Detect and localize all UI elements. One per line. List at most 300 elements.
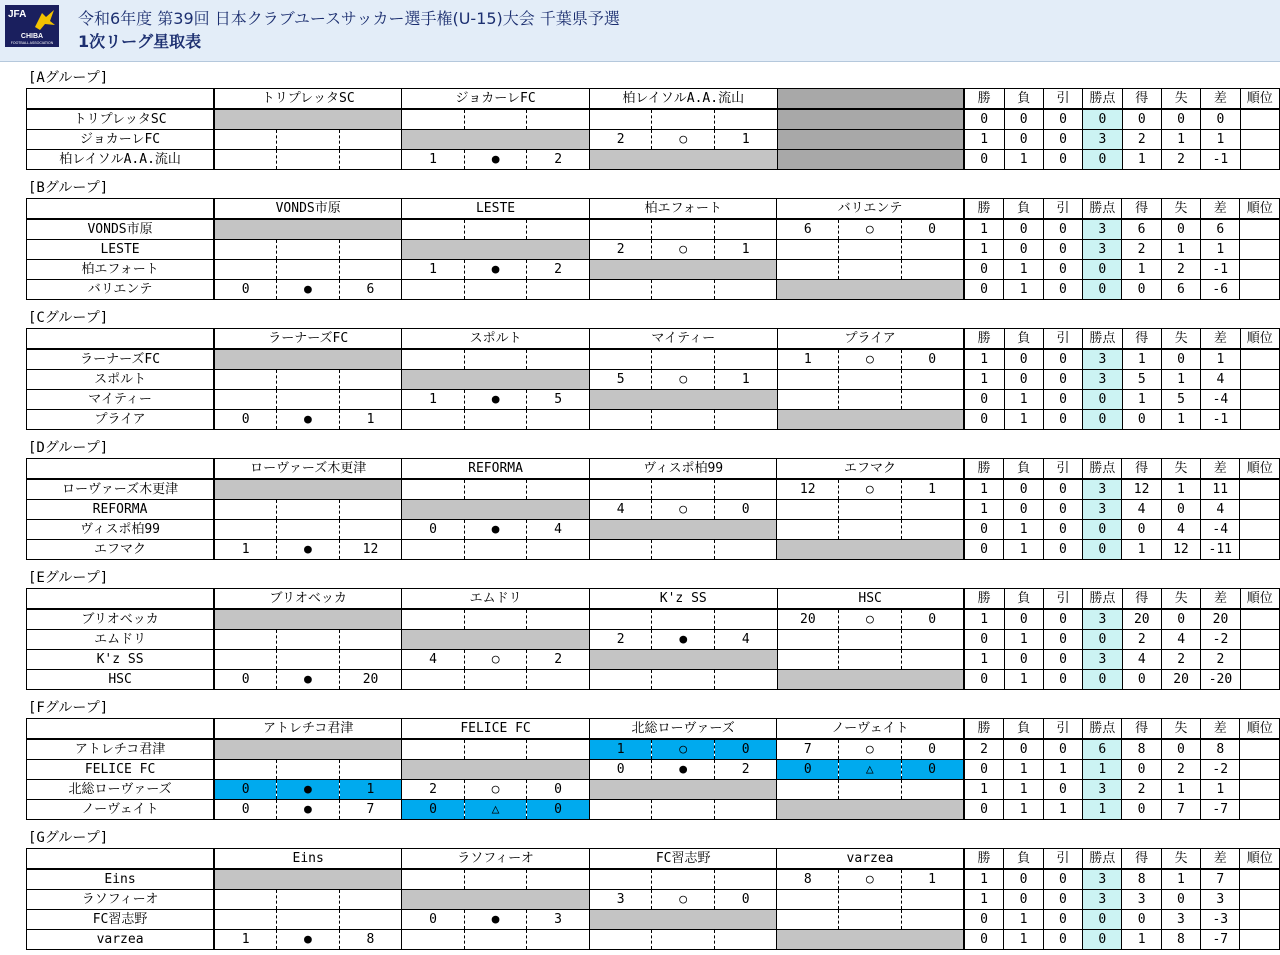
score-against: 12 — [339, 540, 402, 560]
self-match-cell — [214, 739, 402, 760]
team-name: 北総ローヴァーズ — [27, 780, 215, 800]
score-against: 7 — [339, 800, 402, 820]
stat-value: 2 — [1161, 150, 1200, 170]
stat-value: 0 — [1004, 370, 1043, 390]
stat-header: 失 — [1161, 89, 1200, 110]
table-header-row — [27, 589, 1280, 610]
stat-header: 勝点 — [1083, 589, 1122, 610]
stat-header: 勝 — [964, 329, 1004, 350]
stat-value: -20 — [1201, 670, 1240, 690]
opponent-header: ラーナーズFC — [214, 329, 402, 350]
result-mark: ○ — [652, 240, 715, 260]
table-row — [27, 930, 1280, 950]
result-mark — [839, 910, 902, 930]
stat-value: -1 — [1201, 150, 1240, 170]
result-mark — [277, 760, 340, 780]
score-for: 1 — [214, 540, 277, 560]
stat-value: 0 — [1043, 540, 1082, 560]
stat-value: 6 — [1161, 280, 1200, 300]
self-match-cell — [214, 609, 402, 630]
stat-value: -3 — [1201, 910, 1240, 930]
opponent-header: FELICE FC — [402, 719, 590, 740]
stat-value: 1 — [1004, 260, 1043, 280]
opponent-header: FC習志野 — [589, 849, 777, 870]
stat-value — [1240, 280, 1280, 300]
team-name: ラーナーズFC — [27, 349, 215, 370]
stat-header: 引 — [1043, 199, 1082, 220]
score-for — [777, 500, 839, 520]
stat-value — [1240, 219, 1280, 240]
score-for: 0 — [402, 910, 465, 930]
stat-header: 勝点 — [1083, 89, 1122, 110]
opponent-header: Eins — [214, 849, 402, 870]
table-row — [27, 630, 1280, 650]
stat-value: 12 — [1161, 540, 1200, 560]
result-mark — [839, 650, 902, 670]
stat-value: 6 — [1083, 739, 1122, 760]
result-mark — [277, 630, 340, 650]
team-name: K'z SS — [27, 650, 215, 670]
stat-value: 0 — [1122, 410, 1161, 430]
score-for — [402, 930, 465, 950]
corner-cell — [27, 589, 215, 610]
stat-value: 0 — [1161, 890, 1200, 910]
stat-header: 勝 — [964, 849, 1004, 870]
self-match-cell — [214, 219, 402, 240]
stat-value: -4 — [1201, 390, 1240, 410]
result-mark: ○ — [839, 609, 902, 630]
table-row — [27, 500, 1280, 520]
score-against — [901, 390, 964, 410]
stat-value: -6 — [1201, 280, 1240, 300]
group-standings-table — [26, 88, 1280, 170]
stat-header: 失 — [1161, 199, 1200, 220]
score-against — [901, 630, 964, 650]
score-against — [714, 280, 777, 300]
stat-value: 11 — [1201, 479, 1240, 500]
score-against — [901, 910, 964, 930]
stat-value: 1 — [964, 869, 1004, 890]
result-mark — [652, 609, 715, 630]
stat-value — [1240, 930, 1280, 950]
self-match-cell — [777, 800, 964, 820]
score-against: 8 — [339, 930, 402, 950]
score-for — [214, 260, 277, 280]
result-mark — [839, 780, 902, 800]
score-against — [901, 260, 964, 280]
score-against — [339, 370, 402, 390]
stat-value: 2 — [1161, 650, 1200, 670]
score-for — [214, 890, 277, 910]
stat-value: 7 — [1161, 800, 1200, 820]
score-for — [589, 609, 652, 630]
score-for: 1 — [777, 349, 839, 370]
stat-value: 0 — [964, 150, 1004, 170]
self-match-cell — [402, 630, 590, 650]
result-mark — [652, 109, 715, 130]
score-against — [901, 780, 964, 800]
stat-value: 0 — [1083, 260, 1122, 280]
score-for: 0 — [214, 280, 277, 300]
score-against: 0 — [901, 219, 964, 240]
score-for — [214, 240, 277, 260]
stat-value: 2 — [1161, 760, 1200, 780]
stat-value: 0 — [1043, 670, 1082, 690]
stat-value: 3 — [1083, 130, 1122, 150]
table-row — [27, 609, 1280, 630]
stat-value: 0 — [1043, 349, 1082, 370]
self-match-cell — [402, 890, 590, 910]
stat-value: 1 — [1083, 800, 1122, 820]
self-match-cell — [777, 410, 964, 430]
team-name: アトレチコ君津 — [27, 739, 215, 760]
score-for — [777, 630, 839, 650]
score-against: 1 — [339, 780, 402, 800]
table-row — [27, 780, 1280, 800]
stat-header: 勝 — [964, 459, 1004, 480]
score-for: 1 — [589, 739, 652, 760]
result-mark — [839, 630, 902, 650]
opponent-header: ノーヴェイト — [777, 719, 964, 740]
score-for — [777, 910, 839, 930]
stat-value: 0 — [1043, 130, 1082, 150]
score-for — [402, 280, 465, 300]
stat-value: 3 — [1083, 240, 1122, 260]
stat-value: 0 — [1004, 890, 1043, 910]
opponent-header: REFORMA — [402, 459, 590, 480]
score-against: 2 — [527, 260, 590, 280]
stat-header: 勝点 — [1083, 329, 1122, 350]
score-against — [901, 500, 964, 520]
score-against: 1 — [715, 370, 778, 390]
score-against — [714, 930, 777, 950]
score-against — [527, 479, 590, 500]
stat-value — [1240, 670, 1279, 690]
score-against — [527, 930, 590, 950]
table-row — [27, 390, 1280, 410]
score-against: 2 — [527, 150, 590, 170]
score-against — [714, 479, 777, 500]
stat-value: 3 — [1083, 479, 1122, 500]
opponent-header: エムドリ — [402, 589, 590, 610]
team-name: ジョカーレFC — [27, 130, 215, 150]
result-mark — [464, 410, 527, 430]
stat-value: 0 — [1043, 479, 1082, 500]
stat-value: 0 — [964, 109, 1004, 130]
score-for — [589, 930, 652, 950]
stat-value: 0 — [1083, 410, 1122, 430]
score-against: 1 — [715, 130, 778, 150]
stat-value: 2 — [1122, 240, 1161, 260]
result-mark: ○ — [652, 500, 715, 520]
stat-header: 失 — [1161, 849, 1200, 870]
stat-value — [1240, 739, 1280, 760]
empty-cell — [777, 109, 964, 130]
group-label: [Dグループ] — [28, 440, 109, 456]
result-mark — [464, 349, 527, 370]
stat-value: 0 — [1004, 500, 1043, 520]
score-against: 1 — [714, 240, 777, 260]
score-against — [901, 650, 964, 670]
team-name: トリプレッタSC — [27, 109, 215, 130]
score-against — [527, 540, 590, 560]
score-for: 0 — [214, 800, 277, 820]
score-for — [777, 370, 839, 390]
stat-value: 0 — [1004, 130, 1043, 150]
stat-header: 勝点 — [1083, 849, 1122, 870]
logo-sub: CHIBA — [20, 33, 44, 40]
stat-value: 1 — [1004, 930, 1043, 950]
score-against — [901, 890, 964, 910]
result-mark — [277, 260, 340, 280]
stat-value: 4 — [1161, 520, 1200, 540]
score-against: 0 — [714, 500, 777, 520]
stat-value — [1240, 370, 1279, 390]
result-mark — [464, 609, 527, 630]
team-name: プライア — [27, 410, 215, 430]
score-for: 8 — [777, 869, 839, 890]
stat-value: 4 — [1161, 630, 1200, 650]
table-row — [27, 349, 1280, 370]
result-mark — [464, 930, 527, 950]
stat-header: 引 — [1043, 89, 1082, 110]
result-mark: ● — [464, 260, 527, 280]
score-for — [777, 260, 839, 280]
stat-value: 1 — [1161, 240, 1200, 260]
corner-cell — [27, 849, 215, 870]
stat-value: 0 — [1083, 630, 1122, 650]
team-name: VONDS市原 — [27, 219, 215, 240]
result-mark — [839, 260, 902, 280]
stat-value: 1 — [1004, 760, 1043, 780]
score-for: 0 — [777, 760, 839, 780]
stat-header: 負 — [1004, 89, 1043, 110]
result-mark: ● — [277, 280, 340, 300]
stat-header: 引 — [1043, 849, 1082, 870]
team-name: LESTE — [27, 240, 215, 260]
score-for — [402, 109, 465, 130]
score-for — [402, 479, 465, 500]
result-mark — [652, 349, 715, 370]
stat-value: 0 — [1161, 739, 1200, 760]
corner-cell — [27, 89, 215, 110]
stat-value: 1 — [964, 219, 1004, 240]
stat-header: 差 — [1201, 849, 1240, 870]
stat-value: 0 — [1122, 520, 1161, 540]
stat-value: 0 — [1122, 910, 1161, 930]
stat-value: 1 — [1161, 370, 1200, 390]
stat-value: 0 — [1122, 280, 1161, 300]
stat-value: 1 — [1122, 540, 1161, 560]
stat-value: 0 — [964, 670, 1004, 690]
corner-cell — [27, 719, 215, 740]
stat-value: 0 — [964, 910, 1004, 930]
stat-value: 1 — [964, 349, 1004, 370]
stat-value: 1 — [1122, 349, 1161, 370]
group-label: [Gグループ] — [28, 830, 109, 846]
stat-value: 0 — [1004, 349, 1043, 370]
stat-value: 3 — [1083, 370, 1122, 390]
stat-value: 0 — [1043, 390, 1082, 410]
score-for: 20 — [777, 609, 839, 630]
score-for — [777, 890, 839, 910]
stat-value: 0 — [1043, 410, 1082, 430]
stat-header: 順位 — [1240, 719, 1280, 740]
score-against: 0 — [901, 739, 964, 760]
self-match-cell — [589, 650, 777, 670]
table-row — [27, 260, 1280, 280]
stat-value: 0 — [964, 930, 1004, 950]
table-row — [27, 150, 1280, 170]
score-against — [339, 760, 402, 780]
team-name: スポルト — [27, 370, 215, 390]
result-mark — [464, 109, 527, 130]
stat-value: 1 — [1161, 780, 1200, 800]
score-against — [339, 520, 402, 540]
table-row — [27, 670, 1280, 690]
stat-value: 1 — [1201, 349, 1240, 370]
stat-value: 3 — [1083, 219, 1122, 240]
corner-cell — [27, 329, 215, 350]
stat-value: 0 — [1083, 540, 1122, 560]
stat-value: 0 — [1043, 630, 1082, 650]
stat-value: -7 — [1201, 930, 1240, 950]
score-against — [527, 219, 590, 240]
result-mark — [277, 240, 340, 260]
stat-value: 0 — [1043, 869, 1082, 890]
stat-value: 8 — [1161, 930, 1200, 950]
stat-value: 1 — [964, 780, 1004, 800]
stat-value: 0 — [1043, 650, 1082, 670]
stat-value: 1 — [1043, 760, 1082, 780]
score-against — [527, 349, 590, 370]
score-for — [589, 670, 652, 690]
result-mark: ● — [277, 780, 340, 800]
score-against — [339, 130, 402, 150]
score-against — [339, 650, 402, 670]
stat-value: 0 — [1083, 280, 1122, 300]
stat-value — [1240, 630, 1279, 650]
team-name: HSC — [27, 670, 215, 690]
stat-value — [1240, 349, 1279, 370]
score-for — [777, 780, 839, 800]
stat-value: 0 — [1004, 109, 1043, 130]
opponent-header: トリプレッタSC — [214, 89, 402, 110]
stat-value: 0 — [1161, 609, 1200, 630]
stat-value — [1240, 869, 1280, 890]
score-against: 1 — [339, 410, 402, 430]
stat-value — [1240, 130, 1279, 150]
score-against — [339, 500, 402, 520]
table-row — [27, 479, 1280, 500]
opponent-header: エフマク — [777, 459, 964, 480]
stat-value: 1 — [1043, 800, 1082, 820]
stat-header: 失 — [1161, 719, 1200, 740]
stat-value: 0 — [1161, 349, 1200, 370]
table-row — [27, 910, 1280, 930]
result-mark: ● — [464, 150, 527, 170]
page-title: 令和6年度 第39回 日本クラブユースサッカー選手権(U-15)大会 千葉県予選 — [78, 9, 620, 28]
team-name: varzea — [27, 930, 215, 950]
stat-value: 1 — [1004, 910, 1043, 930]
corner-cell — [27, 459, 215, 480]
result-mark — [652, 219, 715, 240]
stat-header: 負 — [1004, 199, 1043, 220]
stat-value: 3 — [1083, 890, 1122, 910]
table-row — [27, 109, 1280, 130]
score-against — [339, 630, 402, 650]
stat-value: 1 — [1122, 150, 1161, 170]
score-for — [214, 370, 277, 390]
stat-value: 1 — [1161, 479, 1200, 500]
table-row — [27, 280, 1280, 300]
empty-cell — [777, 150, 964, 170]
score-for: 1 — [214, 930, 277, 950]
stat-header: 差 — [1201, 199, 1240, 220]
stat-header: 得 — [1122, 849, 1161, 870]
stat-header: 引 — [1043, 329, 1082, 350]
result-mark: ● — [652, 760, 715, 780]
result-mark — [277, 390, 340, 410]
score-for — [214, 130, 277, 150]
self-match-cell — [214, 479, 402, 500]
result-mark: ● — [464, 390, 527, 410]
opponent-header: HSC — [777, 589, 964, 610]
stat-value: 7 — [1201, 869, 1240, 890]
stat-value: 1 — [964, 890, 1004, 910]
table-header-row — [27, 459, 1280, 480]
stat-value: 0 — [1004, 609, 1043, 630]
stat-value: 0 — [964, 410, 1004, 430]
score-against: 4 — [715, 630, 778, 650]
team-name: エフマク — [27, 540, 215, 560]
stat-value — [1240, 910, 1280, 930]
result-mark — [277, 500, 340, 520]
opponent-header: LESTE — [402, 199, 590, 220]
stat-value: 0 — [1004, 650, 1043, 670]
opponent-header: ジョカーレFC — [402, 89, 590, 110]
self-match-cell — [589, 910, 777, 930]
score-against: 2 — [714, 760, 777, 780]
stat-value: 1 — [1004, 780, 1043, 800]
score-for — [402, 739, 465, 760]
stat-value — [1240, 150, 1279, 170]
stat-value: 0 — [1083, 390, 1122, 410]
score-for — [214, 910, 277, 930]
stat-value: 0 — [1004, 479, 1043, 500]
stat-header: 勝点 — [1083, 719, 1122, 740]
stat-value: 1 — [1004, 390, 1043, 410]
stat-value: 0 — [1043, 240, 1082, 260]
stat-value: 3 — [1083, 780, 1122, 800]
score-against: 1 — [901, 479, 964, 500]
self-match-cell — [589, 260, 777, 280]
table-header-row — [27, 719, 1280, 740]
score-for — [402, 219, 465, 240]
stat-value: 3 — [1083, 650, 1122, 670]
score-against — [527, 869, 590, 890]
score-against — [339, 260, 402, 280]
self-match-cell — [777, 670, 964, 690]
stat-value: 8 — [1122, 869, 1161, 890]
group-standings-table — [26, 458, 1280, 560]
stat-value: 6 — [1122, 219, 1161, 240]
stat-value: 0 — [1043, 609, 1082, 630]
result-mark — [652, 479, 715, 500]
table-row — [27, 520, 1280, 540]
stat-value: 1 — [1122, 930, 1161, 950]
result-mark — [464, 739, 527, 760]
